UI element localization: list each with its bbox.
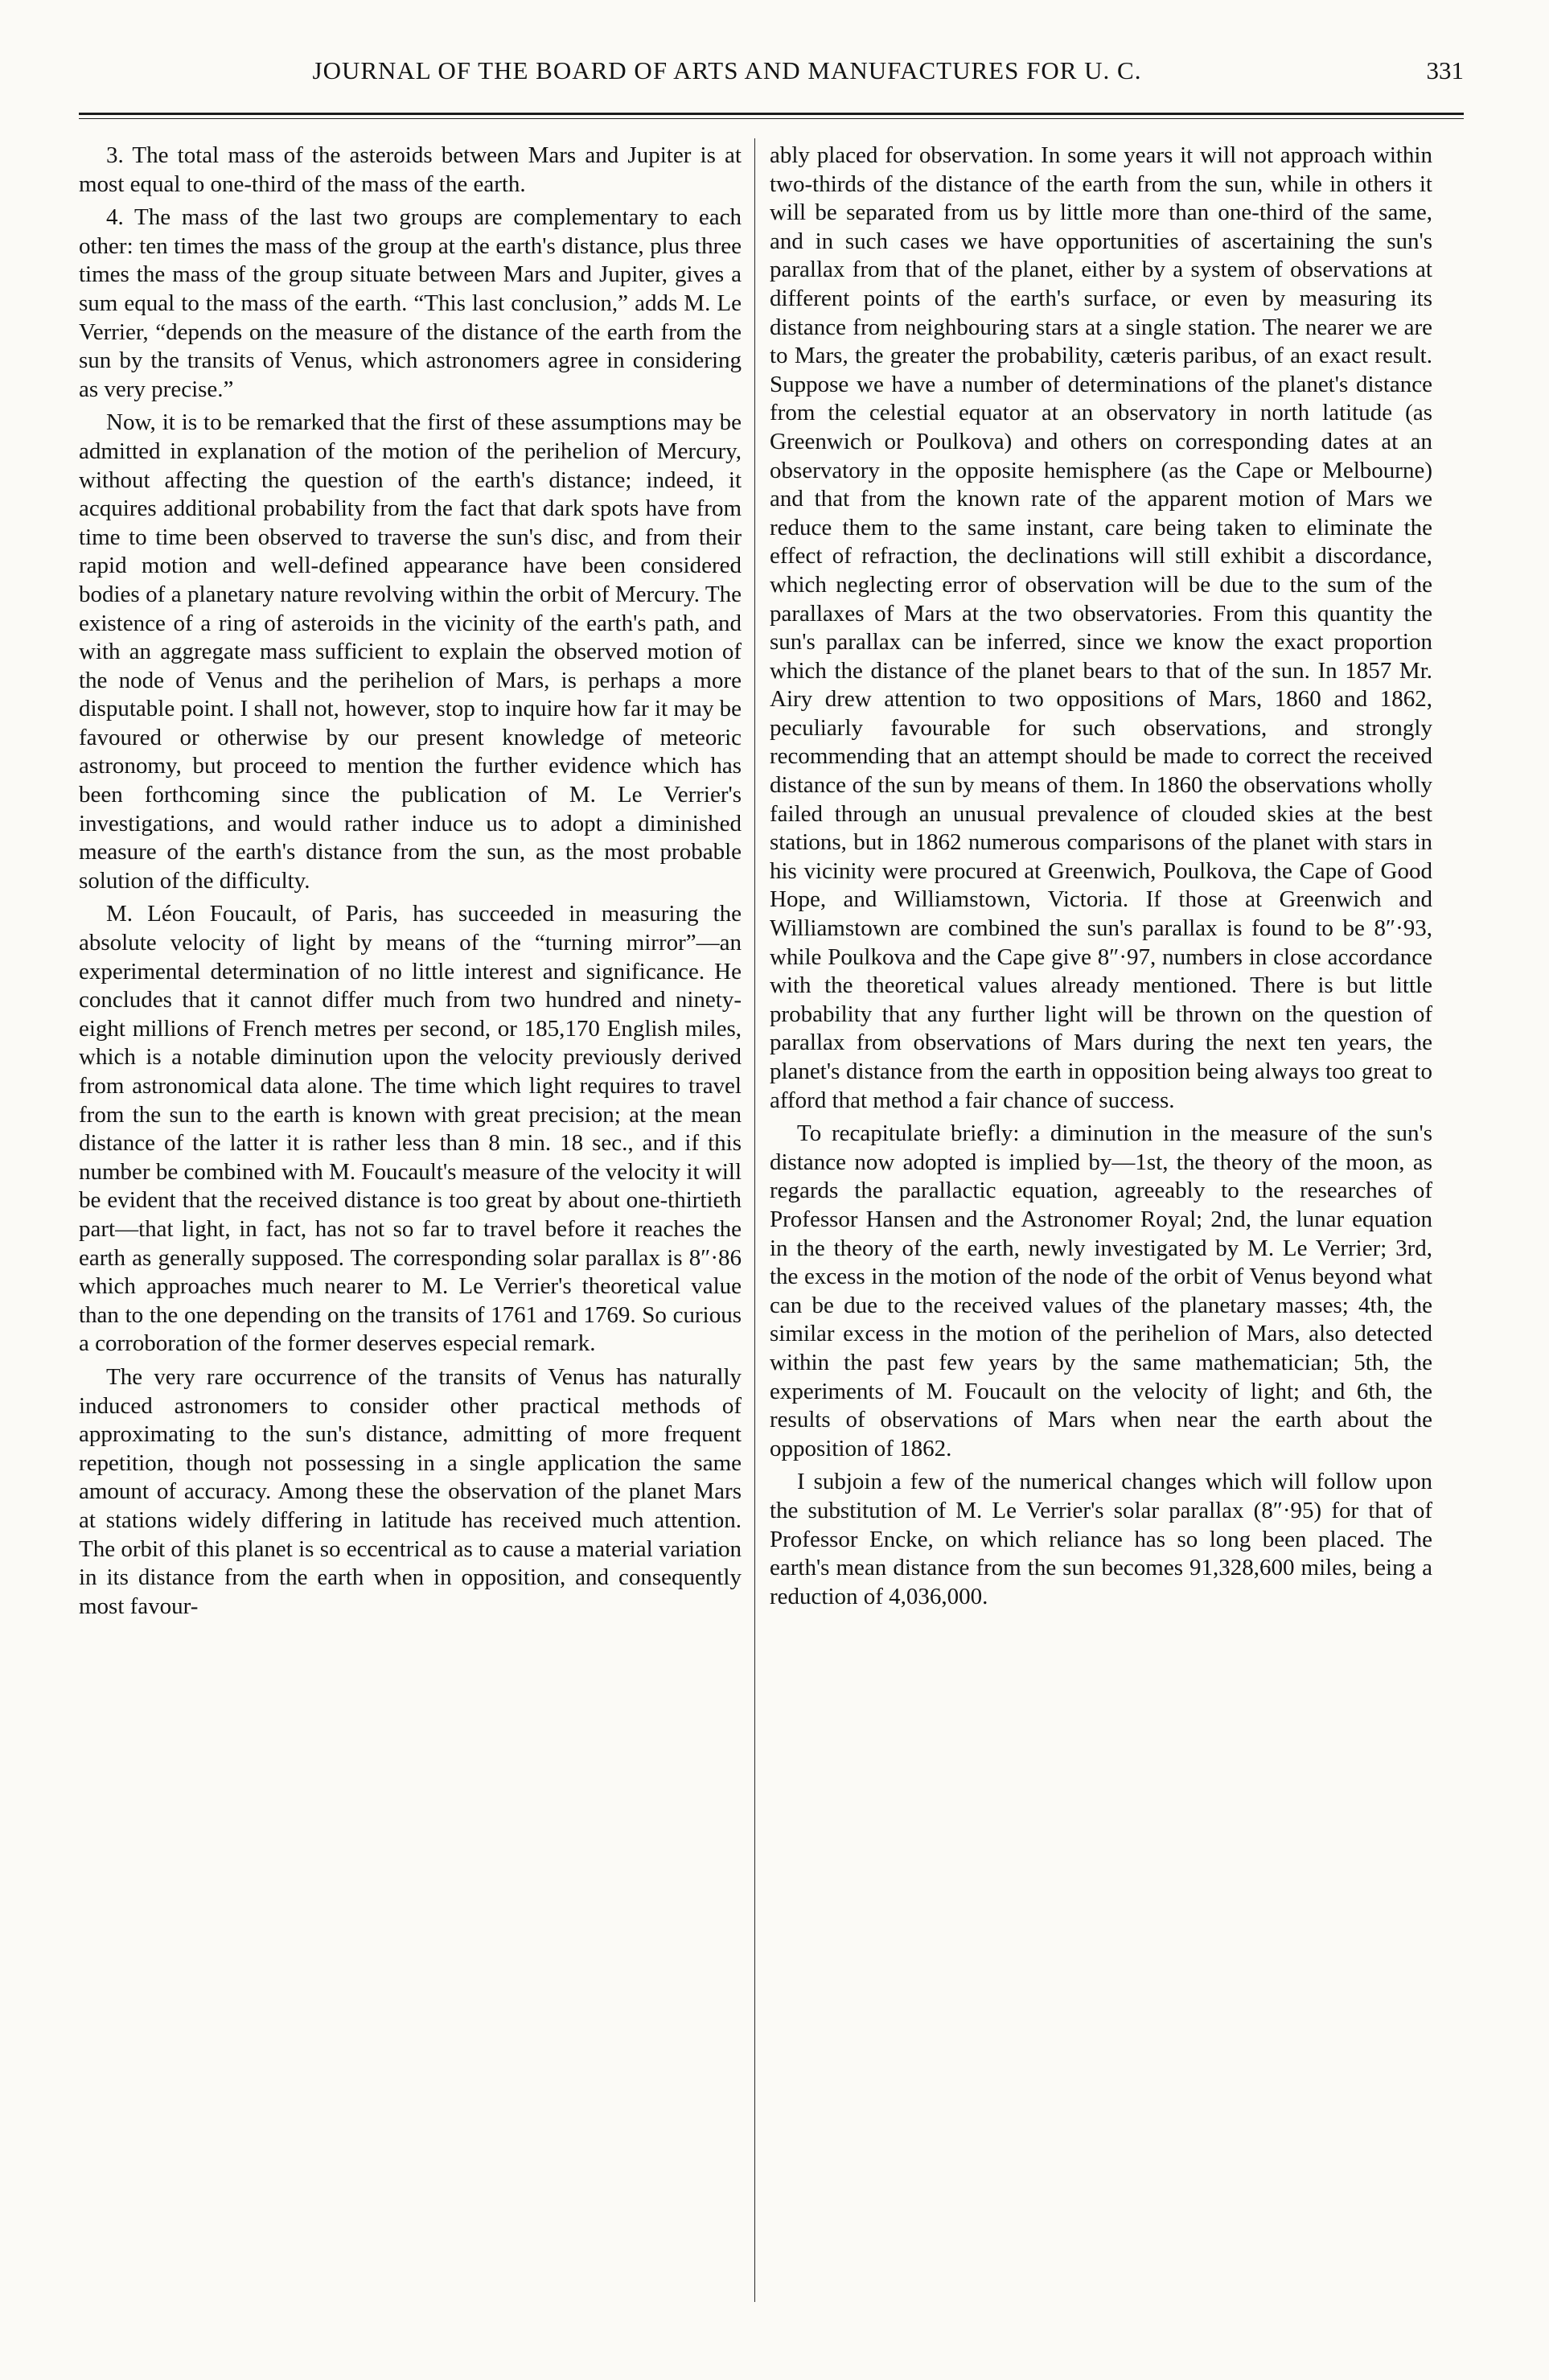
left-column	[79, 142, 742, 1626]
paragraph: To recapitulate briefly: a diminution in the measure of the sun's distance now adopted is implied by—1st, the theory of the moon, as regards the parallactic equation, agreeably to the researches of Professor Hansen and the Astronomer Royal; 2nd, the lunar equation in the theory of the earth, newly investigated by M. Le Verrier; 3rd, the excess in the motion of the node of the orbit of Venus beyond what can be due to the received values of the planetary masses; 4th, the similar excess in the motion of the perihelion of Mars, also detected within the past few years by the same mathematician; 5th, the experiments of M. Foucault on the velocity of light; and 6th, the results of observations of Mars when near the earth about the opposition of 1862.	[770, 1120, 1432, 1461]
paragraph: ably placed for observation. In some years it will not approach within two-thirds of the distance of the earth from the sun, while in others it will be separated from us by little more than one-third of the same, and in such cases we have opportunities of ascertaining the sun's parallax from that of the planet, either by a system of observations at different points of the earth's surface, or even by measuring its distance from neighbouring stars at a single station. The nearer we are to Mars, the greater the probability, cæteris paribus, of an exact result. Suppose we have a number of determinations of the planet's distance from the celestial equator at an observatory in north latitude (as Greenwich or Poulkova) and others on corresponding dates at an observatory in the opposite hemisphere (as the Cape or Melbourne) and that from the known rate of the apparent motion of Mars we reduce them to the same instant, care being taken to eliminate the effect of refraction, the declinations will still exhibit a discordance, which neglecting error of observation will be due to the sum of the parallaxes of Mars at the two observatories. From this quantity the sun's parallax can be inferred, since we know the exact proportion which the distance of the planet bears to that of the sun. In 1857 Mr. Airy drew attention to two oppositions of Mars, 1860 and 1862, peculiarly favourable for such observations, and strongly recommending that an attempt should be made to correct the received distance of the sun by means of them. In 1860 the observations wholly failed through an unusual prevalence of clouded skies at the best stations, but in 1862 numerous comparisons of the planet with stars in his vicinity were procured at Greenwich, Poulkova, the Cape of Good Hope, and Williamstown, Victoria. If those at Greenwich and Williamstown are combined the sun's parallax is found to be 8″·93, while Poulkova and the Cape give 8″·97, numbers in close accordance with the theoretical values already mentioned. There is but little probability that any further light will be thrown on the question of parallax from observations of Mars during the next ten years, the planet's distance from the earth in opposition being always too great to afford that method a fair chance of success.	[770, 142, 1432, 1113]
paragraph: 4. The mass of the last two groups are complementary to each other: ten times the mass of the group at the earth's distance, plus three times the mass of the group situate between Mars and Jupiter, gives a sum equal to the mass of the earth. “This last conclusion,” adds M. Le Verrier, “depends on the measure of the distance of the earth from the sun by the transits of Venus, which astronomers agree in considering as very precise.”	[79, 204, 742, 402]
page-number: 331	[1426, 56, 1464, 84]
page-header	[79, 56, 1464, 105]
column-divider	[754, 138, 755, 2302]
right-column	[770, 142, 1432, 1616]
paragraph: The very rare occurrence of the transits of Venus has naturally induced astronomers to consider other practical methods of approximating to the sun's distance, admitting of more frequent repetition, though not possessing in a single application the same amount of accuracy. Among these the observation of the planet Mars at stations widely differing in latitude has received much attention. The orbit of this planet is so eccentrical as to cause a material variation in its distance from the earth when in opposition, and consequently most favour-	[79, 1363, 742, 1619]
header-rule-thin	[79, 118, 1464, 119]
paragraph: I subjoin a few of the numerical changes which will follow upon the substitution of M. Le Verrier's solar parallax (8″·95) for that of Professor Encke, on which reliance has so long been placed. The earth's mean distance from the sun becomes 91,328,600 miles, being a reduction of 4,036,000.	[770, 1469, 1432, 1609]
paragraph: 3. The total mass of the asteroids between Mars and Jupiter is at most equal to one-third of the mass of the earth.	[79, 142, 742, 197]
header-rule	[79, 113, 1464, 115]
paragraph: M. Léon Foucault, of Paris, has succeeded in measuring the absolute velocity of light by means of the “turning mirror”—an experimental determination of no little interest and significance. He concludes that it cannot differ much from two hundred and ninety-eight millions of French metres per second, or 185,170 English miles, which is a notable diminution upon the velocity previously derived from astronomical data alone. The time which light requires to travel from the sun to the earth is known with great precision; at the mean distance of the latter it is rather less than 8 min. 18 sec., and if this number be combined with M. Foucault's measure of the velocity it will be evident that the received distance is too great by about one-thirtieth part—that light, in fact, has not so far to travel before it reaches the earth as generally supposed. The corresponding solar parallax is 8″·86 which approaches much nearer to M. Le Verrier's theoretical value than to the one depending on the transits of 1761 and 1769. So curious a corroboration of the former deserves especial remark.	[79, 901, 742, 1357]
paragraph: Now, it is to be remarked that the first of these assumptions may be admitted in explanation of the motion of the perihelion of Mercury, without affecting the question of the earth's distance; indeed, it acquires additional probability from the fact that dark spots have from time to time been observed to traverse the sun's disc, and from their rapid motion and well-defined appearance have been considered bodies of a planetary nature revolving within the orbit of Mercury. The existence of a ring of asteroids in the vicinity of the earth's path, and with an aggregate mass sufficient to explain the observed motion of the node of Venus and the perihelion of Mars, is perhaps a more disputable point. I shall not, however, stop to inquire how far it may be favoured or otherwise by our present knowledge of meteoric astronomy, but proceed to mention the further evidence which has been forthcoming since the publication of M. Le Verrier's investigations, and would rather induce us to adopt a diminished measure of the earth's distance from the sun, as the most probable solution of the difficulty.	[79, 409, 742, 894]
running-title: JOURNAL OF THE BOARD OF ARTS AND MANUFACTURES FOR U. C.	[312, 56, 1142, 84]
